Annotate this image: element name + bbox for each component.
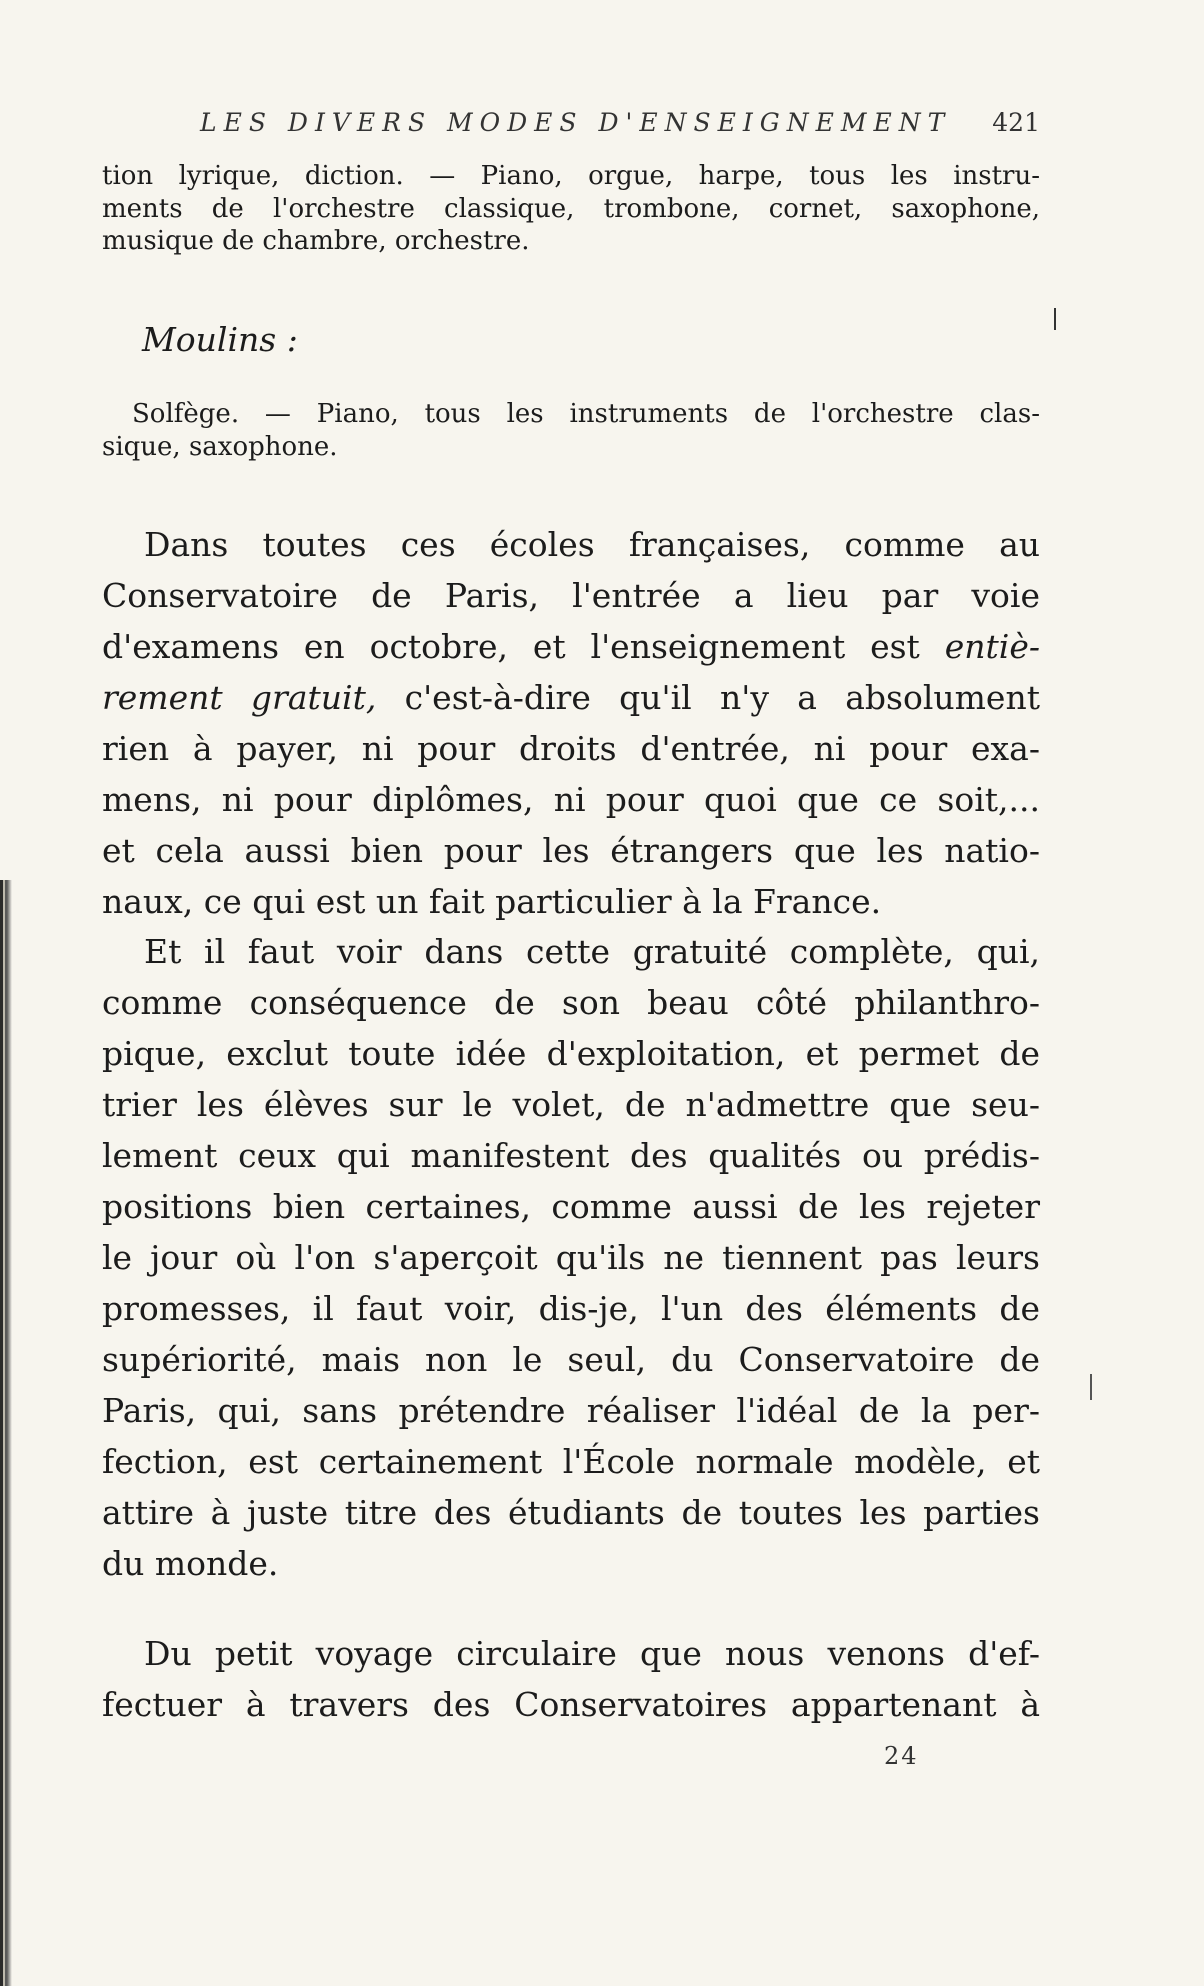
text-line: supériorité, mais non le seul, du Conservatoire de xyxy=(102,1340,1040,1379)
text-line: comme conséquence de son beau côté philanthro- xyxy=(102,983,1040,1022)
text-line: Conservatoire de Paris, l'entrée a lieu par voie xyxy=(102,576,1040,615)
text-line: ments de l'orchestre classique, trombone, cornet, saxophone, xyxy=(102,193,1040,224)
text-line: fection, est certainement l'École normale modèle, et xyxy=(102,1442,1040,1481)
text-line: fectuer à travers des Conservatoires appartenant à xyxy=(102,1685,1040,1724)
page-number: 421 xyxy=(992,108,1040,137)
text-line xyxy=(102,672,1040,723)
emphasis-text: rement gratuit, xyxy=(102,678,377,717)
text-line: pique, exclut toute idée d'exploitation, et permet de xyxy=(102,1034,1040,1073)
text-line: Du petit voyage circulaire que nous venons d'ef- xyxy=(144,1634,1040,1673)
text-line: trier les élèves sur le volet, de n'admettre que seu- xyxy=(102,1085,1040,1124)
top-paragraph xyxy=(102,160,1040,258)
moulins-paragraph xyxy=(102,398,1040,463)
text-line: Paris, qui, sans prétendre réaliser l'idéal de la per- xyxy=(102,1391,1040,1430)
text-line: du monde. xyxy=(102,1544,279,1583)
running-title: LES DIVERS MODES D'ENSEIGNEMENT xyxy=(200,108,952,137)
section-heading-moulins: Moulins : xyxy=(142,320,298,359)
text-line: lement ceux qui manifestent des qualités ou prédis- xyxy=(102,1136,1040,1175)
text-line: tion lyrique, diction. — Piano, orgue, harpe, tous les instru- xyxy=(102,161,1040,191)
text-line: et cela aussi bien pour les étrangers que les natio- xyxy=(102,831,1040,870)
text-line: mens, ni pour diplômes, ni pour quoi que ce soit,... xyxy=(102,780,1040,819)
signature-mark: 24 xyxy=(884,1742,919,1770)
running-header xyxy=(200,108,1040,144)
text-run: c'est-à-dire qu'il n'y a absolument xyxy=(404,678,1040,717)
text-line: Et il faut voir dans cette gratuité complète, qui, xyxy=(144,932,1040,971)
paragraph-3 xyxy=(102,1628,1040,1730)
paragraph-1 xyxy=(102,519,1040,927)
margin-mark xyxy=(1090,1374,1092,1400)
text-line: positions bien certaines, comme aussi de les rejeter xyxy=(102,1187,1040,1226)
text-line: naux, ce qui est un fait particulier à la France. xyxy=(102,882,882,921)
text-line: attire à juste titre des étudiants de toutes les parties xyxy=(102,1493,1040,1532)
paragraph-2 xyxy=(102,926,1040,1589)
text-run: d'examens en octobre, et l'enseignement est xyxy=(102,627,920,666)
emphasis-text: entiè- xyxy=(944,627,1040,666)
page-binding-edge xyxy=(0,880,12,1986)
text-line: musique de chambre, orchestre. xyxy=(102,226,530,256)
text-line: rien à payer, ni pour droits d'entrée, ni pour exa- xyxy=(102,729,1040,768)
text-line: le jour où l'on s'aperçoit qu'ils ne tiennent pas leurs xyxy=(102,1238,1040,1277)
margin-mark xyxy=(1054,308,1056,330)
text-line: promesses, il faut voir, dis-je, l'un des éléments de xyxy=(102,1289,1040,1328)
text-line: Dans toutes ces écoles françaises, comme au xyxy=(144,525,1040,564)
text-line: sique, saxophone. xyxy=(102,431,338,462)
text-line xyxy=(102,621,1040,672)
text-line: Solfège. — Piano, tous les instruments de l'orchestre clas- xyxy=(132,399,1040,429)
